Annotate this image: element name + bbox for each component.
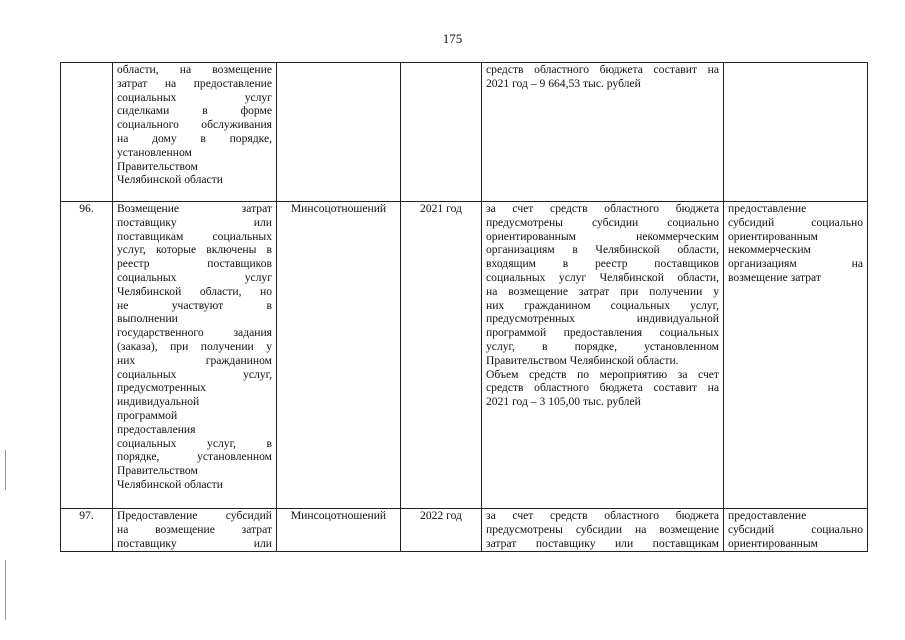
cell-text-line: субсидий социально xyxy=(728,215,863,229)
cell-text-line: за счет средств областного бюджета xyxy=(486,509,719,522)
cell-text-line: индивидуальной xyxy=(117,395,200,409)
cell-text-line: ориентированным xyxy=(728,229,819,243)
cell-text-line: социального обслуживания xyxy=(117,118,272,132)
cell-text-line: Челябинской области xyxy=(117,477,223,491)
cell-text-line: социальных услуг xyxy=(117,270,272,284)
responsible-agency: Минсоцотношений xyxy=(277,509,401,552)
cell-text-line: программой xyxy=(117,408,178,422)
cell-text-line: 2021 год – 9 664,53 тыс. рублей xyxy=(486,76,641,90)
cell-text-line: Возмещение затрат xyxy=(117,202,272,215)
measure-name xyxy=(113,509,277,552)
cell-text-line: выполнении xyxy=(117,312,178,326)
cell-text-line: предусмотренных xyxy=(117,381,206,395)
cell-text-line: на возмещение затрат xyxy=(117,522,272,536)
cell-text-line: (заказа), при получении у xyxy=(117,339,272,353)
cell-text-line: предусмотрены субсидии социально xyxy=(486,215,719,229)
cell-text-line: поставщику или xyxy=(117,215,272,229)
cell-text-line: субсидий социально xyxy=(728,522,863,536)
cell-text-line: социальных услуг xyxy=(117,90,272,104)
cell-text-line: 2021 год – 3 105,00 тыс. рублей xyxy=(486,395,641,409)
cell-text-line: порядке, установленном xyxy=(117,450,272,464)
scan-margin-mark-lower xyxy=(5,560,6,620)
table-row xyxy=(61,63,868,202)
cell-text-line: ориентированным xyxy=(728,536,819,550)
cell-text-line: предоставление xyxy=(728,509,807,522)
cell-text-line: Предоставление субсидий xyxy=(117,509,272,522)
cell-text-line: на дому в порядке, xyxy=(117,131,272,145)
cell-text-line: программой предоставления социальных xyxy=(486,326,719,340)
implementation-period: 2021 год xyxy=(401,202,482,509)
measure-description xyxy=(482,509,724,552)
cell-text-line: услуг, которые включены в xyxy=(117,243,272,257)
cell-text-line: установленном xyxy=(117,145,192,159)
expected-result xyxy=(724,202,868,509)
cell-text-line: Правительством xyxy=(117,159,198,173)
cell-text-line: средств областного бюджета составит на xyxy=(486,63,719,76)
cell-text-line: за счет средств областного бюджета xyxy=(486,202,719,215)
implementation-period: 2022 год xyxy=(401,509,482,552)
cell-text-line: средств областного бюджета составит на xyxy=(486,381,719,395)
cell-text-line: них гражданином xyxy=(117,353,272,367)
cell-text-line: государственного задания xyxy=(117,326,272,340)
cell-text-line: социальных услуг Челябинской области, xyxy=(486,270,719,284)
cell-text-line: некоммерческим xyxy=(728,243,811,257)
measure-name xyxy=(113,63,277,202)
cell-text-line: предоставления xyxy=(117,422,196,436)
scan-margin-mark xyxy=(5,450,6,490)
cell-text-line: ориентированным некоммерческим xyxy=(486,229,719,243)
cell-text-line: не участвуют в xyxy=(117,298,272,312)
table-row xyxy=(61,202,868,509)
measures-table xyxy=(60,62,868,552)
cell-text-line: области, на возмещение xyxy=(117,63,272,76)
measure-description xyxy=(482,202,724,509)
cell-text-line: поставщикам социальных xyxy=(117,229,272,243)
row-number: 96. xyxy=(61,202,113,509)
cell-text-line: социальных услуг, в xyxy=(117,436,272,450)
expected-result xyxy=(724,63,868,202)
cell-text-line: предусмотренных индивидуальной xyxy=(486,312,719,326)
cell-text-line: возмещение затрат xyxy=(728,270,821,284)
cell-text-line: Правительством Челябинской области. xyxy=(486,353,679,367)
cell-text-line: них гражданином социальных услуг, xyxy=(486,298,719,312)
expected-result xyxy=(724,509,868,552)
cell-text-line: социальных услуг, xyxy=(117,367,272,381)
cell-text-line: Челябинской области xyxy=(117,173,223,187)
cell-text-line: реестр поставщиков xyxy=(117,257,272,271)
cell-text-line: затрат на предоставление xyxy=(117,76,272,90)
responsible-agency xyxy=(277,63,401,202)
table-row xyxy=(61,509,868,552)
cell-text-line: Челябинской области, но xyxy=(117,284,272,298)
cell-text-line: предусмотрены субсидии на возмещение xyxy=(486,522,719,536)
row-number xyxy=(61,63,113,202)
implementation-period xyxy=(401,63,482,202)
row-number: 97. xyxy=(61,509,113,552)
cell-text-line: входящим в реестр поставщиков xyxy=(486,257,719,271)
cell-text-line: поставщику или xyxy=(117,536,272,550)
responsible-agency: Минсоцотношений xyxy=(277,202,401,509)
measure-description xyxy=(482,63,724,202)
cell-text-line: Правительством xyxy=(117,464,198,478)
cell-text-line: организациям на xyxy=(728,257,863,271)
measure-name xyxy=(113,202,277,509)
page-number: 175 xyxy=(442,31,463,46)
cell-text-line: организациям в Челябинской области, xyxy=(486,243,719,257)
cell-text-line: предоставление xyxy=(728,202,807,215)
cell-text-line: услуг, в порядке, установленном xyxy=(486,339,719,353)
cell-text-line: Объем средств по мероприятию за счет xyxy=(486,367,719,381)
cell-text-line: на возмещение затрат при получении у xyxy=(486,284,719,298)
cell-text-line: сиделками в форме xyxy=(117,104,272,118)
cell-text-line: затрат поставщику или поставщикам xyxy=(486,536,719,550)
